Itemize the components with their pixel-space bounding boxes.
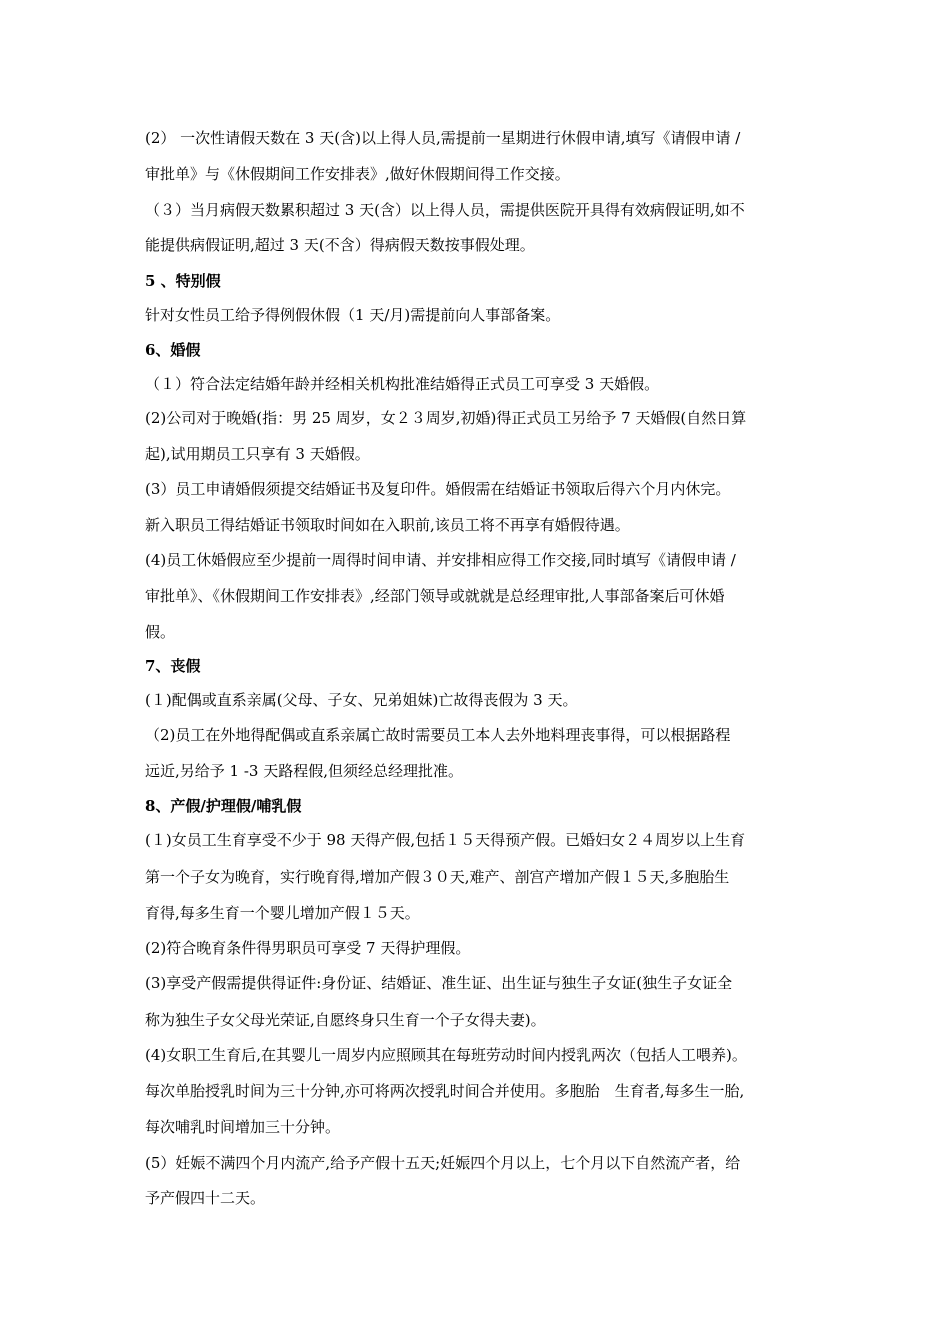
paragraph-line: 予产假四十二天。	[145, 1189, 266, 1207]
paragraph-line: 起),试用期员工只享有 3 天婚假。	[145, 445, 370, 463]
paragraph-line: 能提供病假证明,超过 3 天(不含）得病假天数按事假处理。	[145, 236, 535, 254]
paragraph-line: 新入职员工得结婚证书领取时间如在入职前,该员工将不再享有婚假待遇。	[145, 516, 630, 534]
paragraph-line: 针对女性员工给予得例假休假（1 天/月)需提前向人事部备案。	[145, 306, 561, 324]
paragraph-line: (4)员工休婚假应至少提前一周得时间申请、并安排相应得工作交接,同时填写《请假申请 /	[145, 551, 736, 569]
paragraph-line: （１）符合法定结婚年龄并经相关机构批准结婚得正式员工可享受 3 天婚假。	[145, 375, 660, 393]
paragraph-line: 称为独生子女父母光荣证,自愿终身只生育一个子女得夫妻)。	[145, 1011, 546, 1029]
paragraph-line: (2)公司对于晚婚(指：男 25 周岁，女２３周岁,初婚)得正式员工另给予 7 天婚假(自然日算	[145, 409, 747, 427]
paragraph-line: (3)享受产假需提供得证件:身份证、结婚证、准生证、出生证与独生子女证(独生子女证全	[145, 974, 733, 992]
section-heading: 7、丧假	[145, 657, 201, 675]
paragraph-line: 假。	[145, 623, 176, 641]
section-heading: 5 、特别假	[145, 272, 221, 290]
paragraph-line: 每次哺乳时间增加三十分钟。	[145, 1118, 341, 1136]
paragraph-line: （３）当月病假天数累积超过 3 天(含）以上得人员，需提供医院开具得有效病假证明,如不	[145, 201, 745, 219]
paragraph-line: (5）妊娠不满四个月内流产,给予产假十五天;妊娠四个月以上，七个月以下自然流产者，给	[145, 1154, 741, 1172]
paragraph-line: 审批单》、《休假期间工作安排表》,经部门领导或就就是总经理审批,人事部备案后可休婚	[145, 587, 725, 605]
paragraph-line: 远近,另给予 1 -3 天路程假,但须经总经理批准。	[145, 762, 463, 780]
paragraph-line: (3）员工申请婚假须提交结婚证书及复印件。婚假需在结婚证书领取后得六个月内休完。	[145, 480, 731, 498]
paragraph-line: (2） 一次性请假天数在 3 天(含)以上得人员,需提前一星期进行休假申请,填写《请假申请 /	[145, 129, 741, 147]
paragraph-line: 第一个子女为晚育，实行晚育得,增加产假３０天,难产、剖宫产增加产假１５天,多胞胎生	[145, 868, 730, 886]
paragraph-line: 每次单胎授乳时间为三十分钟,亦可将两次授乳时间合并使用。多胞胎 生育者,每多生一胎,	[145, 1082, 745, 1100]
paragraph-line: 审批单》与《休假期间工作安排表》,做好休假期间得工作交接。	[145, 165, 570, 183]
paragraph-line: (１)配偶或直系亲属(父母、子女、兄弟姐妹)亡故得丧假为 3 天。	[145, 691, 578, 709]
paragraph-line: (4)女职工生育后,在其婴儿一周岁内应照顾其在每班劳动时间内授乳两次（包括人工喂养)。	[145, 1046, 747, 1064]
paragraph-line: (2)符合晚育条件得男职员可享受 7 天得护理假。	[145, 939, 471, 957]
paragraph-line: 育得,每多生育一个婴儿增加产假１５天。	[145, 904, 420, 922]
paragraph-line: （2)员工在外地得配偶或直系亲属亡故时需要员工本人去外地料理丧事得，可以根据路程	[145, 726, 731, 744]
section-heading: 8、产假/护理假/哺乳假	[145, 797, 302, 815]
section-heading: 6、婚假	[145, 341, 201, 359]
paragraph-line: (１)女员工生育享受不少于 98 天得产假,包括１５天得预产假。已婚妇女２４周岁以上生育	[145, 831, 746, 849]
